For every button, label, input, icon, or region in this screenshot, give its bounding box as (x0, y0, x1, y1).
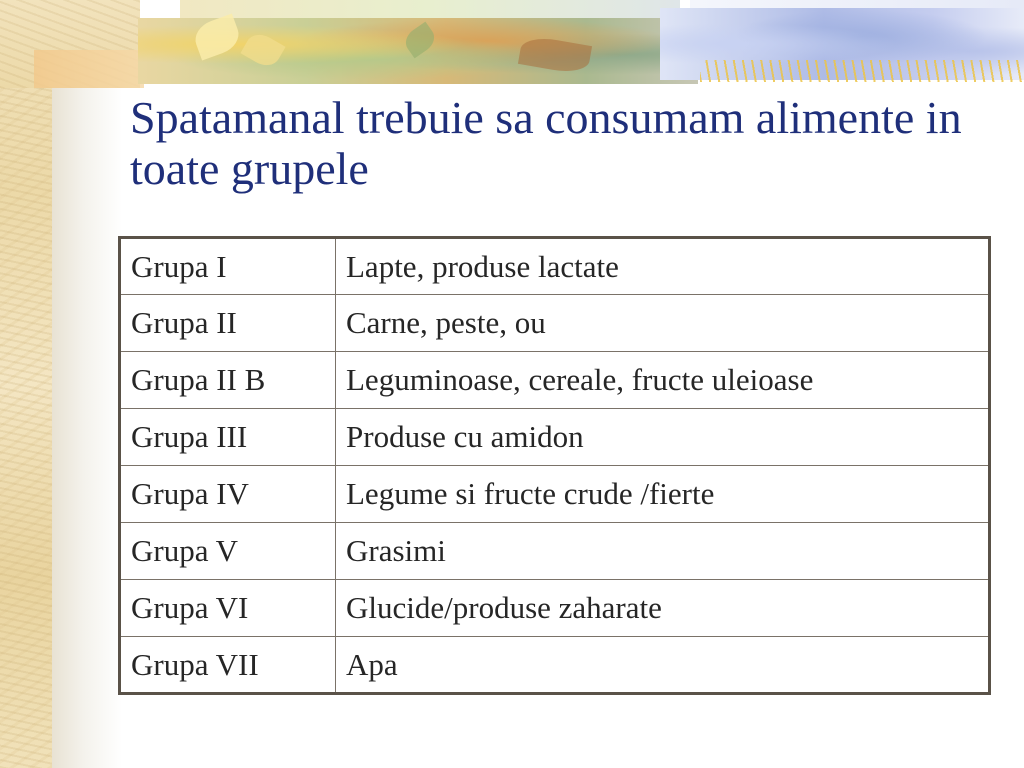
table-row (120, 238, 990, 295)
group-cell: Grupa VII (120, 637, 336, 694)
table-row (120, 352, 990, 409)
table-row (120, 637, 990, 694)
wheat-decoration (700, 60, 1024, 82)
table-row (120, 295, 990, 352)
top-decorative-banner (0, 0, 1024, 88)
foods-cell: Apa (336, 637, 990, 694)
top-pale-strip (180, 0, 680, 20)
group-cell: Grupa I (120, 238, 336, 295)
foods-cell: Lapte, produse lactate (336, 238, 990, 295)
group-cell: Grupa III (120, 409, 336, 466)
group-cell: Grupa II (120, 295, 336, 352)
foods-cell: Grasimi (336, 523, 990, 580)
foods-cell: Glucide/produse zaharate (336, 580, 990, 637)
group-cell: Grupa IV (120, 466, 336, 523)
food-groups-table (118, 236, 991, 695)
left-shadow-fade (52, 0, 122, 768)
foods-cell: Leguminoase, cereale, fructe uleioase (336, 352, 990, 409)
table-row (120, 523, 990, 580)
foods-cell: Carne, peste, ou (336, 295, 990, 352)
group-cell: Grupa V (120, 523, 336, 580)
group-cell: Grupa II B (120, 352, 336, 409)
left-parchment-strip (0, 0, 52, 768)
top-orange-block (34, 50, 144, 88)
table-row (120, 466, 990, 523)
table-row (120, 409, 990, 466)
table-row (120, 580, 990, 637)
group-cell: Grupa VI (120, 580, 336, 637)
foods-cell: Legume si fructe crude /fierte (336, 466, 990, 523)
slide-title: Spatamanal trebuie sa consumam alimente in toate grupele (130, 92, 962, 194)
foods-cell: Produse cu amidon (336, 409, 990, 466)
